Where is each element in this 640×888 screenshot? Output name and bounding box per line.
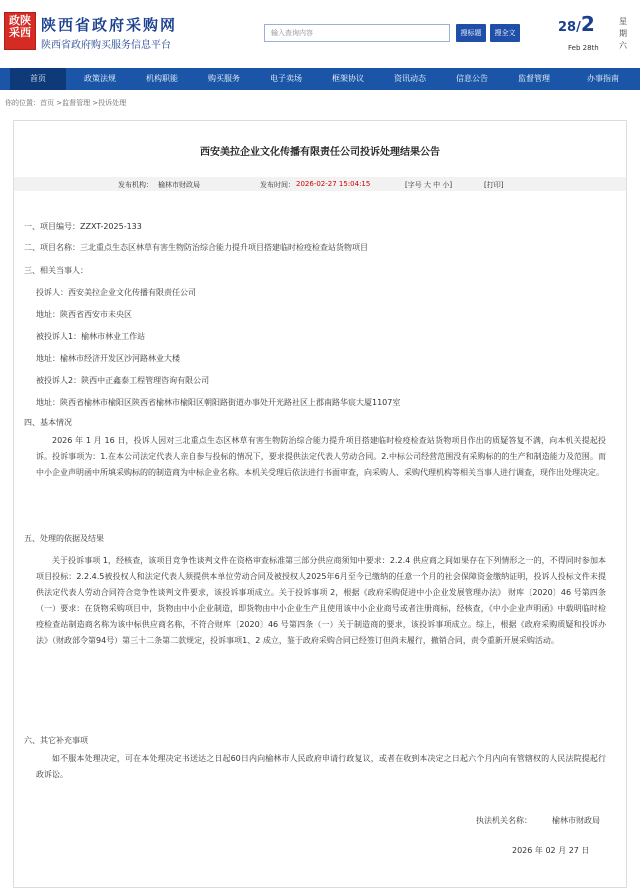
basic-info-heading: 四、基本情况 [24, 418, 72, 427]
site-logo[interactable] [4, 12, 36, 50]
supplementary-heading: 六、其它补充事项 [24, 736, 88, 745]
nav-item-supervision[interactable]: 监督管理 [518, 74, 550, 83]
respondent-1: 被投诉人1：榆林市林业工作站 [36, 332, 146, 341]
project-number: 一、项目编号：ZZXT-2025-133 [24, 222, 142, 231]
complainant-address: 地址：陕西省西安市未央区 [36, 310, 132, 319]
nav-item-framework[interactable]: 框架协议 [332, 74, 364, 83]
weekday: 星期六 [619, 17, 627, 50]
breadcrumb-separator: > [90, 99, 99, 107]
publish-time-label: 发布时间： [260, 181, 295, 189]
breadcrumb-complaints[interactable]: 投诉处理 [98, 99, 127, 107]
respondent-2: 被投诉人2：陕西中正鑫泰工程管理咨询有限公司 [36, 376, 210, 385]
basic-info-paragraph: 2026 年 1 月 16 日，投诉人因对三北重点生态区林草有害生物防治综合能力提升项目搭建临时检疫检查站货物项目作出的质疑答复不满，向本机关提起投诉。投诉事项为：1.在本公司法定代表人亲自参与投标的情况下，要求提供法定代表人劳动合同。2.中标公司经营范围没有采购标的的生产和制造能力及范围。而中小企业声明函中所填采购标的的制造商为中标企业名称。本机关受理后依法进行书面审查，向采购人、采购代理机构等相关当事人进行调查，现作出处理决定。 [36, 436, 606, 477]
font-size-control[interactable]: [字号 大 中 小] [405, 181, 453, 189]
respondent-2-address: 地址：陕西省榆林市榆阳区陕西省榆林市榆阳区朝阳路街道办事处开光路社区上郡南路华宸大厦1107室 [36, 398, 401, 407]
publisher: 榆林市财政局 [158, 181, 200, 189]
date-display [558, 12, 595, 36]
nav-item-notices[interactable]: 信息公告 [456, 74, 488, 83]
supplementary-paragraph: 如不服本处理决定，可在本处理决定书送达之日起60日内向榆林市人民政府申请行政复议，或者在收到本决定之日起六个月内向有管辖权的人民法院提起行政诉讼。 [36, 754, 606, 779]
date-month: 2 [580, 12, 595, 36]
publish-time: 2026-02-27 15:04:15 [296, 180, 371, 188]
search-title-button[interactable]: 搜标题 [456, 24, 486, 42]
signature: 榆林市财政局 [552, 816, 600, 825]
site-title: 陕西省政府采购网 [41, 16, 178, 34]
date-english: Feb 28th [568, 44, 599, 52]
project-name: 二、项目名称：三北重点生态区林草有害生物防治综合能力提升项目搭建临时检疫检查站货物项目 [24, 243, 368, 252]
nav-item-guide[interactable]: 办事指南 [587, 74, 619, 83]
basis-paragraph: 关于投诉事项 1，经核查，该项目竞争性谈判文件在资格审查标准第三部分供应商须知中要求：2.2.4 供应商之间如果存在下列情形之一的，不得同时参加本项目投标：2.2.4.5被投权人和法定代表人须提供本单位劳动合同及被授权人2025年6月至今已缴纳的任意一个月的社会保障资金缴纳证明，投诉人投标文件未提供法定代表人劳动合同符合竞争性谈判文件要求，该投诉事项成立。关于投诉事项 2，根据《政府采购促进中小企业发展管理办法》 财库〔2020〕46 号第四条（一）要求：在货物采购项目中，货物由中小企业制造，即货物由中小企业生产且使用该中小企业商号或者注册商标，经核查，《中小企业声明函》中载明临时检疫检查站制造商名称为该中标供应商名称，不符合财库〔2020〕46 号第四条（一）关于制造商的要求，该投诉事项成立。综上，根据《政府采购质疑和投诉办法》（财政部令第94号）第三十二条第二款规定，投诉事项1、2 成立，鉴于政府采购合同已经签订但尚未履行，撤销合同，责令重新开展采购活动。 [36, 556, 606, 645]
logo-line-2: 采西 [9, 26, 31, 39]
search-input[interactable]: 输入查询内容 [264, 24, 450, 42]
nav-item-institutions[interactable]: 机构职能 [146, 74, 178, 83]
signature-label: 执法机关名称： [476, 816, 532, 825]
print-link[interactable]: [打印] [484, 181, 504, 189]
main-nav [0, 68, 640, 90]
site-header [0, 0, 640, 66]
parties-heading: 三、相关当事人： [24, 266, 88, 275]
breadcrumb [5, 98, 126, 108]
sign-date: 2026 年 02 月 27 日 [512, 846, 590, 855]
nav-item-policy[interactable]: 政策法规 [84, 74, 116, 83]
search-fulltext-button[interactable]: 搜全文 [490, 24, 520, 42]
basis-heading: 五、处理的依据及结果 [24, 534, 104, 543]
nav-item-news[interactable]: 资讯动态 [394, 74, 426, 83]
document-meta [14, 177, 626, 191]
nav-item-emall[interactable]: 电子卖场 [270, 74, 302, 83]
publisher-label: 发布机构： [118, 181, 153, 189]
document-title: 西安美拉企业文化传播有限责任公司投诉处理结果公告 [200, 147, 440, 158]
breadcrumb-separator: > [54, 99, 63, 107]
site-subtitle: 陕西省政府购买服务信息平台 [41, 40, 171, 51]
nav-item-home[interactable]: 首页 [10, 68, 66, 90]
respondent-1-address: 地址：榆林市经济开发区沙河路林业大楼 [36, 354, 180, 363]
breadcrumb-supervision[interactable]: 监督管理 [62, 99, 91, 107]
logo-line-1: 政陕 [9, 14, 31, 27]
complainant: 投诉人：西安美拉企业文化传播有限责任公司 [36, 288, 196, 297]
breadcrumb-home[interactable]: 首页 [40, 99, 54, 107]
breadcrumb-prefix: 你的位置： [5, 99, 40, 107]
nav-item-services[interactable]: 购买服务 [208, 74, 240, 83]
date-day: 28/ [558, 20, 581, 35]
document-panel [13, 120, 627, 888]
